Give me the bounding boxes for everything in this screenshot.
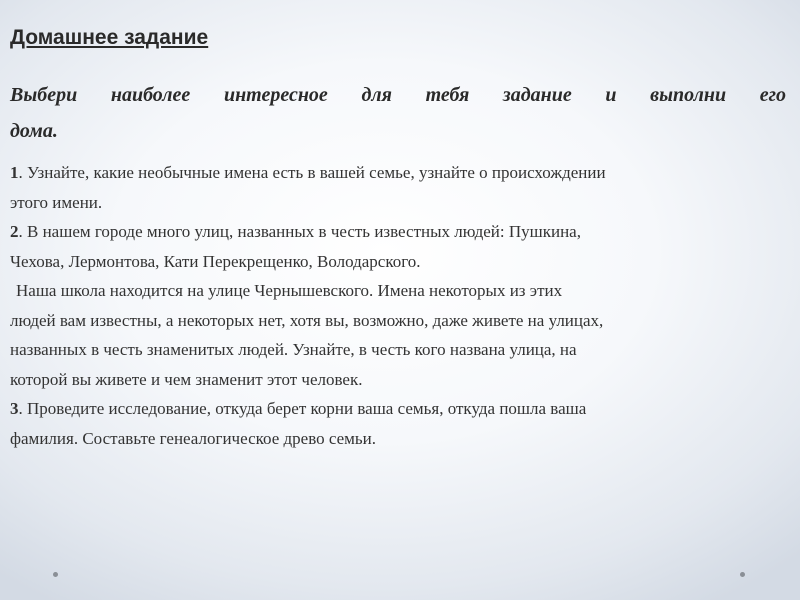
- task-1-line: [10, 158, 795, 188]
- task-number: 2: [10, 222, 19, 241]
- task-1-line: этого имени.: [10, 192, 103, 212]
- task-2-line: названных в честь знаменитых людей. Узнайте, в честь кого названа улица, на: [10, 340, 577, 359]
- task-2-line: Чехова, Лермонтова, Кати Перекрещенко, Володарского.: [10, 251, 421, 271]
- task-2-line: [10, 217, 795, 247]
- nav-dot-left: [53, 572, 58, 577]
- nav-dot-right: [740, 572, 745, 577]
- instruction-line: Выбери наиболее интересное для тебя задание и выполни его: [10, 84, 786, 106]
- task-2-line: Наша школа находится на улице Чернышевского. Имена некоторых из этих: [16, 281, 563, 300]
- page-title: Домашнее задание: [10, 26, 209, 49]
- task-number: 1: [10, 163, 19, 182]
- instruction-line: дома.: [10, 120, 58, 142]
- task-2-line: людей вам известны, а некоторых нет, хотя вы, возможно, даже живете на улицах,: [10, 310, 604, 330]
- task-3-line: фамилия. Составьте генеалогическое древо семьи.: [10, 428, 377, 448]
- task-2-line: которой вы живете и чем знаменит этот человек.: [10, 369, 363, 389]
- task-text: . В нашем городе много улиц, названных в честь известных людей: Пушкина,: [18, 222, 581, 241]
- task-list: [10, 158, 795, 453]
- task-number: 3: [10, 399, 19, 418]
- instruction-text: [10, 77, 786, 149]
- task-text: . Проведите исследование, откуда берет корни ваша семья, откуда пошла ваша: [18, 399, 587, 418]
- task-text: . Узнайте, какие необычные имена есть в вашей семье, узнайте о происхождении: [18, 163, 606, 182]
- task-3-line: [10, 394, 795, 424]
